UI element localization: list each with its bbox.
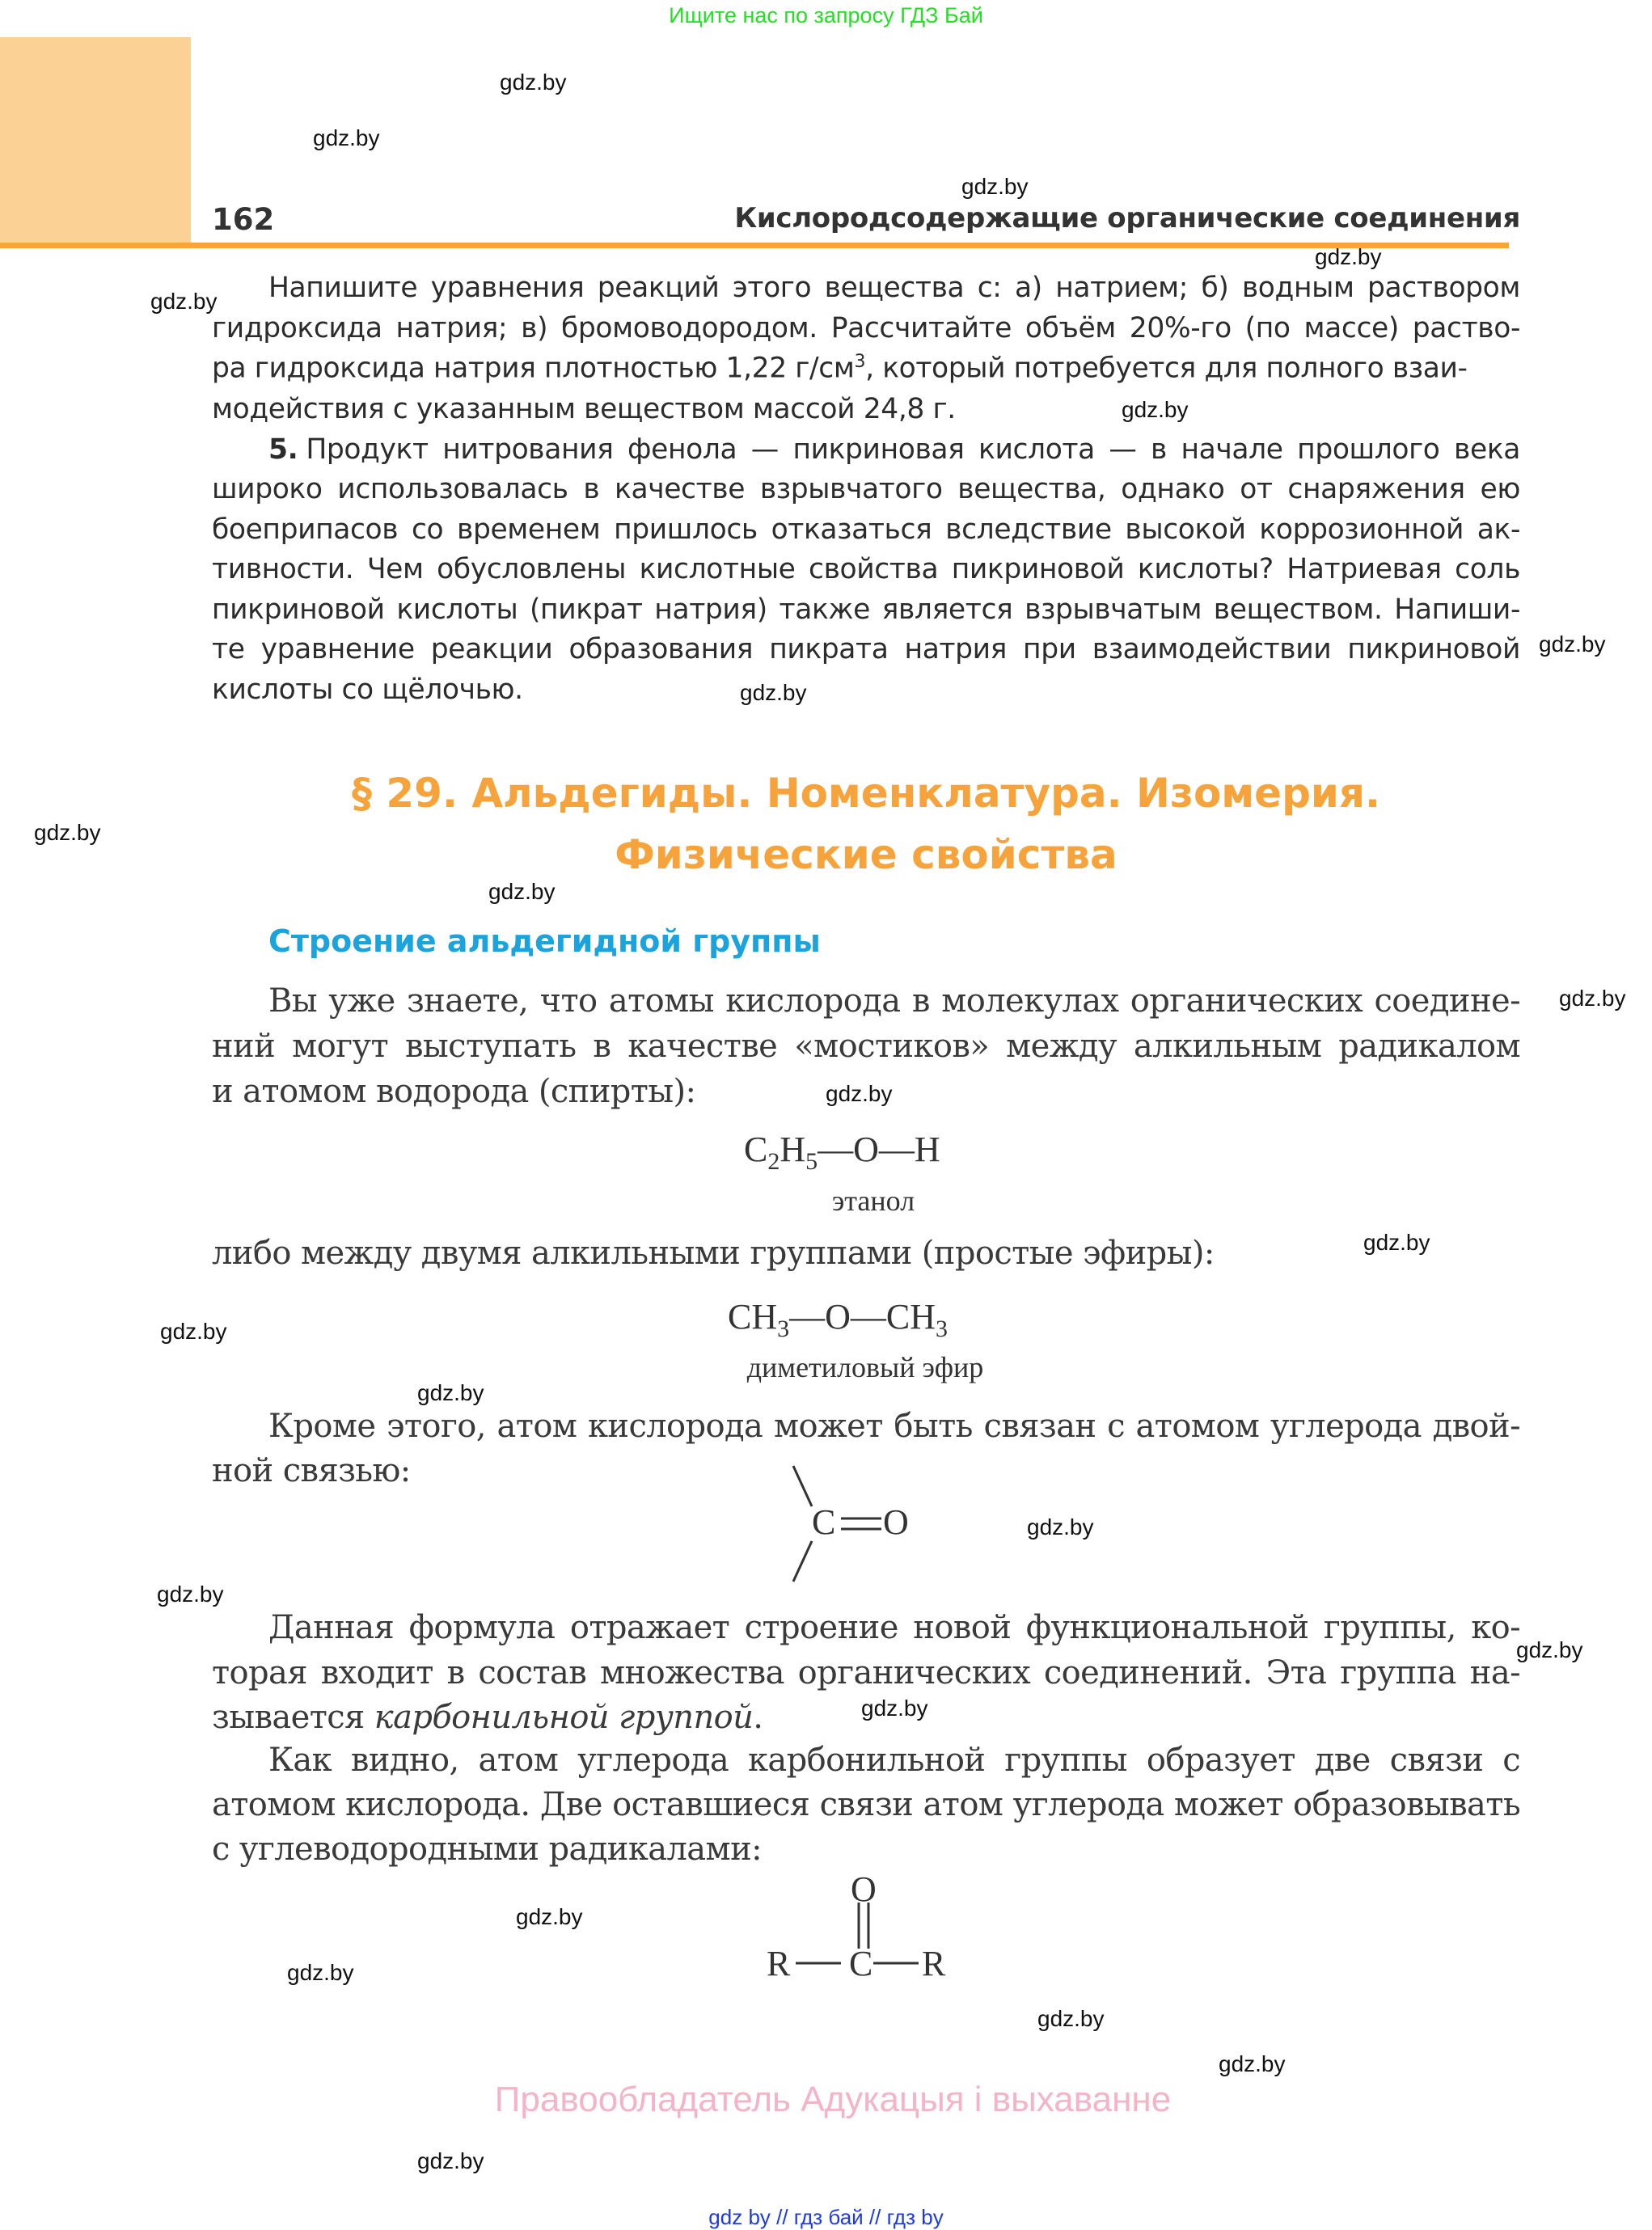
formula-bonds: —O—H xyxy=(818,1130,940,1169)
watermark: gdz.by xyxy=(516,1904,583,1929)
watermark: gdz.by xyxy=(961,174,1029,199)
paragraph-line: Вы уже знаете, что атомы кислорода в молекулах органических соедине- xyxy=(268,982,1520,1020)
formula-subscript: 2 xyxy=(767,1148,780,1175)
watermark: gdz.by xyxy=(1122,397,1189,422)
formula-atom: C xyxy=(849,1944,873,1983)
formula-ketone xyxy=(760,1864,970,2001)
watermark: gdz.by xyxy=(1539,631,1606,657)
text: . xyxy=(753,1699,763,1736)
formula-caption-ethanol: этанол xyxy=(831,1185,915,1217)
formula-subscript: 3 xyxy=(936,1316,949,1342)
watermark: gdz.by xyxy=(500,70,567,95)
task-number: 5. xyxy=(268,433,298,466)
formula-caption-ether: диметиловый эфир xyxy=(746,1351,984,1383)
formula-ethanol xyxy=(744,1129,940,1176)
header-rule xyxy=(0,243,1509,248)
formula-subscript: 3 xyxy=(777,1316,790,1342)
task-line: пикриновой кислоты (пикрат натрия) также является взрывчатым веществом. Напиши- xyxy=(212,593,1520,626)
paragraph-line: с углеводородными радикалами: xyxy=(212,1831,763,1868)
text: зывается xyxy=(212,1699,374,1736)
watermark: gdz.by xyxy=(740,680,807,705)
watermark: gdz.by xyxy=(1027,1514,1094,1539)
formula-atom: O xyxy=(883,1502,909,1542)
term-carbonyl-group: карбонильной группой xyxy=(374,1699,754,1736)
task-line: боеприпасов со временем пришлось отказаться вследствие высокой коррозионной ак- xyxy=(212,513,1520,546)
watermark: gdz.by xyxy=(150,289,218,314)
superscript: 3 xyxy=(854,352,866,372)
watermark: gdz.by xyxy=(1559,986,1626,1011)
paragraph-line: атомом кислорода. Две оставшиеся связи атом углерода может образовывать xyxy=(212,1786,1520,1823)
copyright-notice: Правообладатель Адукацыя і выхаванне xyxy=(494,2080,1172,2119)
task-5-first-line xyxy=(268,433,1520,466)
watermark: gdz.by xyxy=(34,820,101,845)
running-title: Кислородсодержащие органические соединения xyxy=(734,202,1520,234)
formula-atom: CH xyxy=(885,1297,936,1337)
paragraph-line: и атомом водорода (спирты): xyxy=(212,1073,696,1110)
paragraph-line: Кроме этого, атом кислорода может быть связан с атомом углерода двой- xyxy=(268,1408,1520,1445)
formula-atom: C xyxy=(744,1130,768,1169)
watermark: gdz.by xyxy=(417,1380,484,1405)
top-banner: Ищите нас по запросу ГДЗ Бай xyxy=(669,3,983,27)
watermark: gdz.by xyxy=(1315,244,1382,269)
paragraph-line: либо между двумя алкильными группами (простые эфиры): xyxy=(212,1235,1215,1272)
watermark: gdz.by xyxy=(287,1960,354,1985)
watermark: gdz.by xyxy=(488,879,556,904)
watermark: gdz.by xyxy=(826,1081,893,1106)
watermark: gdz.by xyxy=(313,125,380,150)
watermark: gdz.by xyxy=(417,2148,484,2173)
exercise-line xyxy=(212,352,1520,385)
watermark: gdz.by xyxy=(157,1582,224,1607)
exercise-line: гидроксида натрия; в) бромоводородом. Рассчитайте объём 20%-го (по массе) раство- xyxy=(212,312,1520,344)
formula-atom: O xyxy=(851,1869,877,1909)
task-line: те уравнение реакции образования пикрата натрия при взаимодействии пикриновой xyxy=(212,633,1520,665)
paragraph-line: ной связью: xyxy=(212,1452,411,1489)
watermark: gdz.by xyxy=(1219,2051,1286,2076)
watermark: gdz.by xyxy=(1363,1230,1430,1255)
exercise-line: модействия с указанным веществом массой 24,8 г. xyxy=(212,393,956,425)
watermark: gdz.by xyxy=(861,1696,928,1721)
formula-bonds: —O— xyxy=(789,1297,886,1337)
formula-subscript: 5 xyxy=(805,1148,818,1175)
formula-atom: CH xyxy=(728,1297,778,1337)
task-line: Продукт нитрования фенола — пикриновая кислота — в начале прошлого века xyxy=(306,433,1520,466)
section-heading-line-1: § 29. Альдегиды. Номенклатура. Изомерия. xyxy=(351,770,1381,817)
carbonyl-bond-lines-icon xyxy=(776,1459,938,1589)
formula-atom: R xyxy=(922,1944,946,1983)
subheading: Строение альдегидной группы xyxy=(268,923,821,959)
paragraph-line: Данная формула отражает строение новой функциональной группы, ко- xyxy=(268,1609,1520,1646)
formula-carbonyl xyxy=(776,1459,938,1589)
paragraph-line: торая входит в состав множества органических соединений. Эта группа на- xyxy=(212,1654,1520,1692)
page-number: 162 xyxy=(212,202,275,237)
paragraph-line: Как видно, атом углерода карбонильной группы образует две связи с xyxy=(268,1742,1520,1779)
exercise-line-start: ра гидроксида натрия плотностью 1,22 г/см xyxy=(212,352,855,385)
formula-atom: C xyxy=(812,1502,836,1542)
exercise-line-tail: , который потребуется для полного взаи- xyxy=(865,352,1468,385)
watermark: gdz.by xyxy=(160,1319,227,1344)
watermark: gdz.by xyxy=(1516,1637,1583,1662)
formula-atom: H xyxy=(780,1130,806,1169)
task-line: кислоты со щёлочью. xyxy=(212,674,523,706)
task-line: широко использовалась в качестве взрывчатого вещества, однако от снаряжения ею xyxy=(212,473,1520,505)
task-line: тивности. Чем обусловлены кислотные свойства пикриновой кислоты? Натриевая соль xyxy=(212,553,1520,585)
formula-atom: R xyxy=(767,1944,791,1983)
paragraph-line: ний могут выступать в качестве «мостиков» между алкильным радикалом xyxy=(212,1028,1520,1065)
section-heading-line-2: Физические свойства xyxy=(615,831,1118,878)
formula-dimethyl-ether xyxy=(728,1296,948,1343)
footer-links[interactable]: gdz by // гдз бай // гдз by xyxy=(708,2205,944,2229)
page-corner-band xyxy=(0,37,191,244)
watermark: gdz.by xyxy=(1037,2006,1105,2031)
exercise-line: Напишите уравнения реакций этого вещества с: а) натрием; б) водным раствором xyxy=(268,272,1520,304)
